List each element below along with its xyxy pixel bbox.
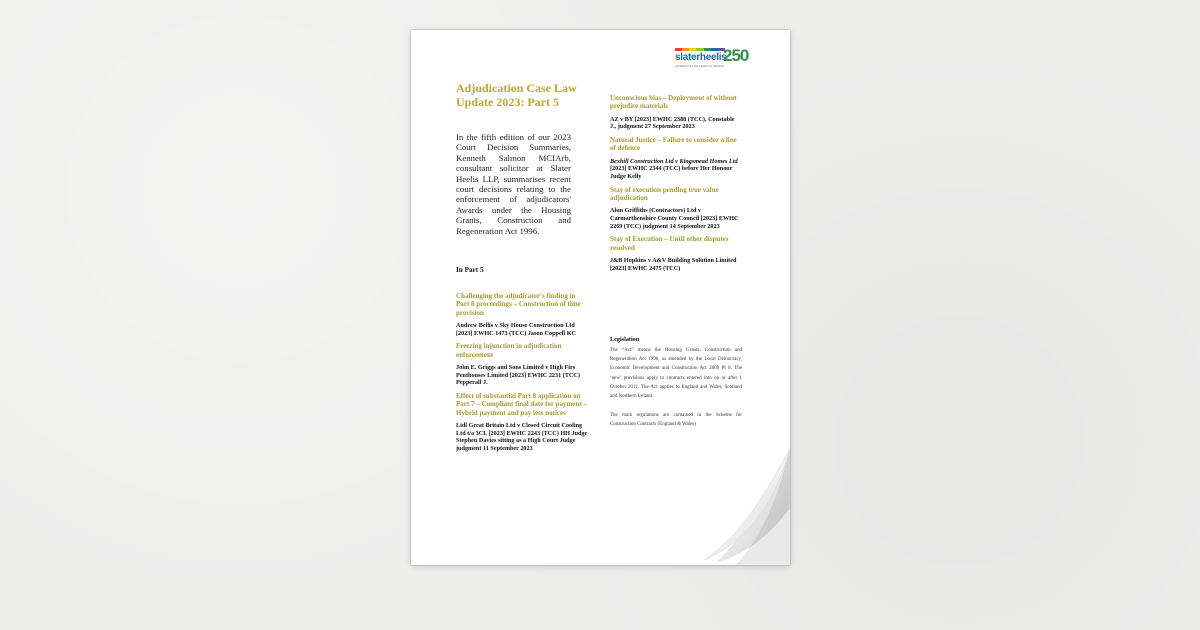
case-citation: Lidl Great Britain Ltd v Closed Circuit Cooling Ltd t/a 3CL [2023] EWHC 2243 (TCC) HH Judge Stephen Davies sitting as a High Court Judge judgment 11 September 2023 bbox=[456, 422, 588, 452]
case-citation bbox=[610, 158, 742, 181]
company-logo bbox=[675, 48, 747, 74]
logo-anniversary-number: 250 bbox=[723, 46, 749, 65]
case-title: Challenging the adjudicator's finding in Part 8 proceedings – Construction of time provision bbox=[456, 292, 581, 317]
case-citation: AZ v BY [2023] EWHC 2388 (TCC), Constable J., judgment 27 September 2023 bbox=[610, 115, 735, 131]
case-title: Effect of substantial Part 8 application on Part 7 – Compliant final date for payment – Hybrid payment and pay less notices bbox=[456, 392, 587, 417]
case-item bbox=[610, 186, 742, 231]
case-citation-rest: [2023] EWHC 2344 (TCC) before Her Honour Judge Kelly bbox=[610, 165, 733, 180]
case-title: Stay of Execution – Until other disputes resolved bbox=[610, 235, 729, 252]
in-part-heading: In Part 5 bbox=[456, 266, 484, 274]
intro-paragraph: In the fifth edition of our 2023 Court Decision Summaries, Kenneth Salmon MCIArb, consultant solicitor at Slater Heelis LLP, summarises recent court decisions relating to the enforcement of adjudicators' Awards under the Housing Grants, Construction and Regeneration Act 1996. bbox=[456, 132, 571, 236]
left-column-cases bbox=[456, 292, 588, 458]
case-citation: Andrew Bellis v Sky House Construction Ltd [2023] EWHC 1473 (TCC) Jason Coppell KC bbox=[456, 322, 576, 337]
case-citation-italic: Bexhill Construction Ltd v Kingsmead Homes Ltd bbox=[610, 157, 738, 165]
case-citation: John E. Griggs and Sons Limited v High Firs Penthouses Limited [2023] EWHC 2231 (TCC) Pepperall J. bbox=[456, 364, 580, 387]
legislation-section bbox=[610, 336, 742, 440]
case-item bbox=[610, 235, 742, 272]
logo-bar-blue bbox=[711, 48, 718, 51]
right-column-cases bbox=[610, 94, 742, 277]
document-title: Adjudication Case Law Update 2023: Part 5 bbox=[456, 81, 577, 109]
case-title: Natural Justice – Failure to consider a line of defence bbox=[610, 136, 737, 153]
case-citation: Alun Griffiths (Contractors) Ltd v Carmarthenshire County Council [2023] EWHC 2269 (TCC) judgment 14 September 2023 bbox=[610, 207, 739, 230]
case-title: Stay of execution pending true value adjudication bbox=[610, 185, 719, 202]
case-citation: J&B Hopkins v A&V Building Solution Limited [2023] EWHC 2475 (TCC) bbox=[610, 257, 737, 272]
logo-bar-green bbox=[704, 48, 711, 51]
case-title: Freezing injunction in adjudication enforcement bbox=[456, 342, 562, 359]
document-page bbox=[411, 30, 790, 565]
legislation-paragraph-1: The “Act” means the Housing Grants, Construction and Regeneration Act 1996, as amended by the Local Democracy, Economic Development and Construction Act 2009 Pt 8. The ‘new’ provisions apply to contracts entered into on or after 1 October 2011. The Act applies to England and Wales, Scotland and Northern Ireland. bbox=[610, 348, 742, 400]
logo-bar-yellow bbox=[689, 48, 696, 51]
case-item bbox=[456, 392, 588, 453]
logo-bar-red bbox=[675, 48, 682, 51]
logo-color-bar bbox=[675, 48, 725, 51]
logo-tagline: CELEBRATING 250 YEARS OF SERVICE bbox=[675, 65, 725, 68]
page-curl-icon bbox=[696, 448, 790, 565]
case-title: Unconscious bias – Deployment of without prejudice materials bbox=[610, 94, 737, 111]
logo-wordmark: slaterheelis bbox=[675, 52, 727, 63]
legislation-heading: Legislation bbox=[610, 336, 640, 343]
logo-bar-lime bbox=[696, 48, 703, 51]
case-item bbox=[456, 342, 588, 387]
case-item bbox=[610, 136, 742, 181]
legislation-paragraph-2: The main regulations are contained in the Scheme for Construction Contracts (England & Wales) bbox=[610, 413, 742, 428]
case-item bbox=[610, 94, 742, 131]
logo-bar-orange bbox=[682, 48, 689, 51]
case-item bbox=[456, 292, 588, 337]
